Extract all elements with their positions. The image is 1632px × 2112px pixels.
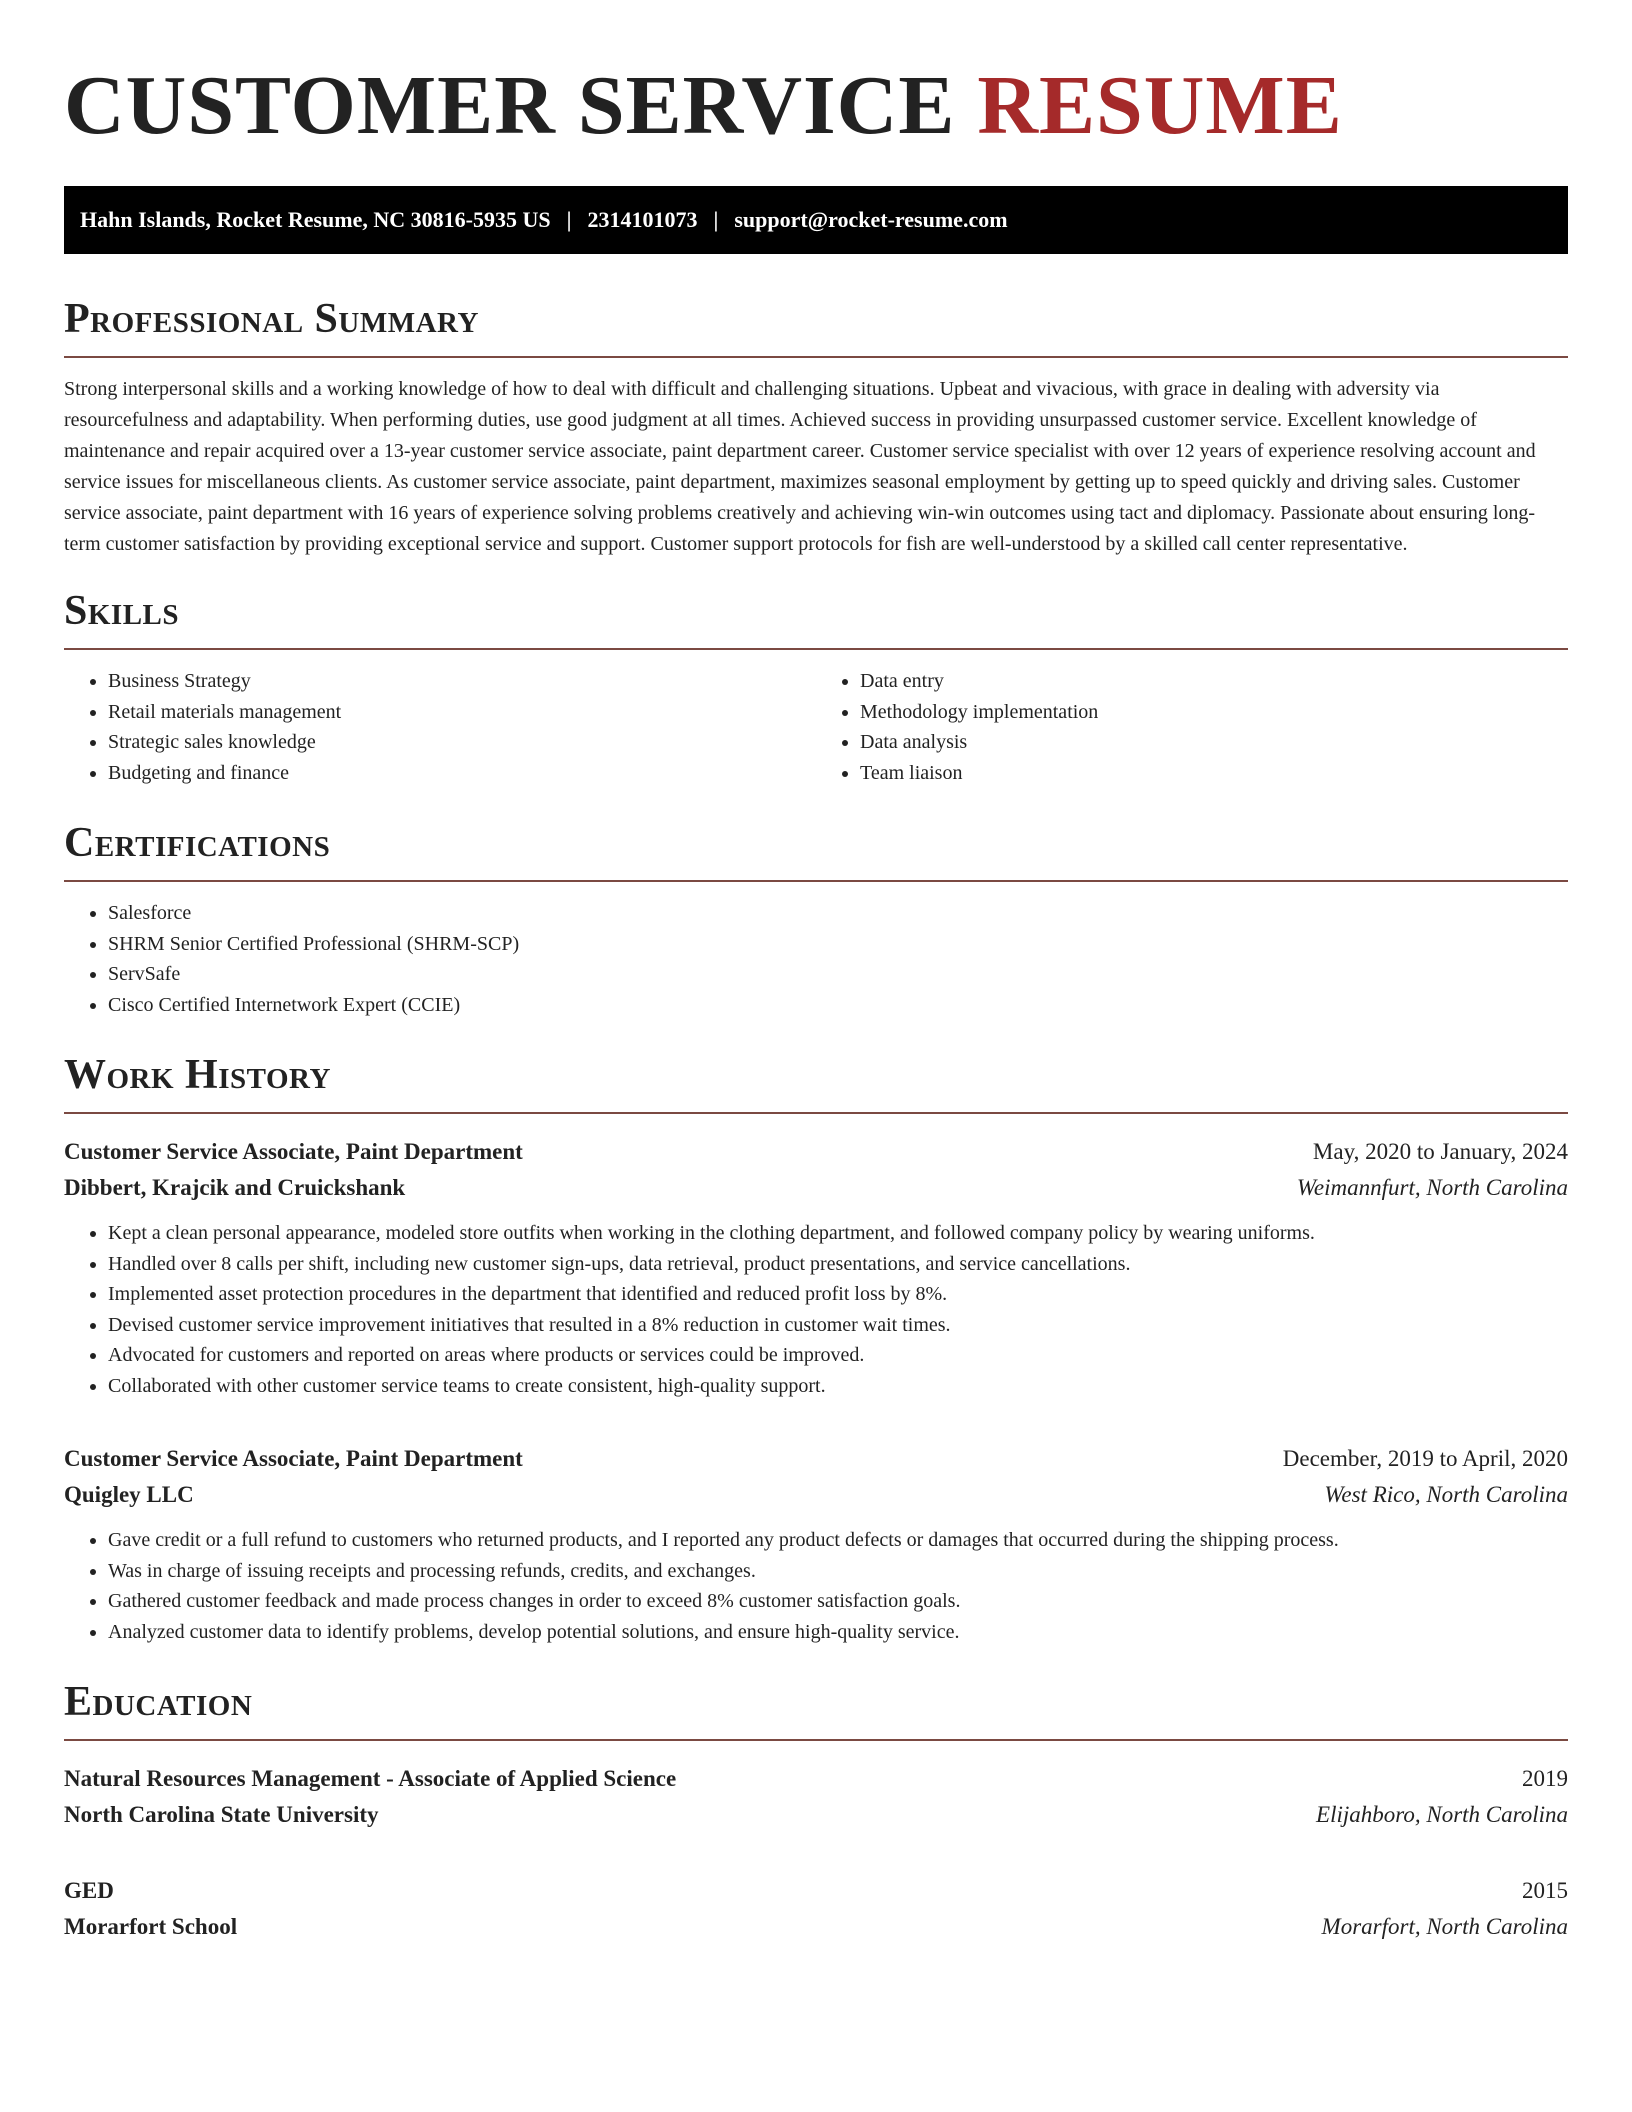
- education-degree: GED: [64, 1878, 114, 1903]
- job-location: West Rico, North Carolina: [1324, 1482, 1568, 1507]
- skills-list-left: [64, 666, 816, 788]
- resume-title: [64, 56, 1568, 152]
- education-degree-row: [64, 1873, 1568, 1909]
- education-degree: Natural Resources Management - Associate of Applied Science: [64, 1766, 677, 1791]
- certification-item: • ServSafe: [108, 959, 1568, 990]
- certifications-heading: Certifications: [64, 822, 1568, 882]
- skill-item: • Methodology implementation: [860, 697, 1568, 728]
- education-school-row: [64, 1797, 1568, 1833]
- job-duties: [64, 1218, 1568, 1401]
- skills-heading: Skills: [64, 590, 1568, 650]
- skills-grid: [64, 650, 1568, 788]
- work-history-section: [64, 1054, 1568, 1647]
- job-entry: [64, 1441, 1568, 1647]
- skill-item: • Team liaison: [860, 758, 1568, 789]
- title-main: CUSTOMER SERVICE: [64, 59, 956, 152]
- job-duties: [64, 1525, 1568, 1647]
- job-company: Dibbert, Krajcik and Cruickshank: [64, 1175, 406, 1200]
- certifications-section: [64, 822, 1568, 1020]
- education-school-row: [64, 1909, 1568, 1945]
- job-duty: • Gave credit or a full refund to customers who returned products, and I reported any product defects or damages that occurred during the shipping process.: [108, 1525, 1568, 1556]
- summary-heading: Professional Summary: [64, 298, 1568, 358]
- skills-list-right: [816, 666, 1568, 788]
- contact-separator: |: [566, 207, 572, 232]
- education-section: [64, 1681, 1568, 1945]
- contact-address: Hahn Islands, Rocket Resume, NC 30816-5935 US: [80, 207, 551, 232]
- skill-item: • Budgeting and finance: [108, 758, 816, 789]
- education-year: 2015: [1522, 1878, 1568, 1903]
- certification-item: • SHRM Senior Certified Professional (SHRM-SCP): [108, 929, 1568, 960]
- skill-item: • Strategic sales knowledge: [108, 727, 816, 758]
- skill-item: • Business Strategy: [108, 666, 816, 697]
- education-degree-row: [64, 1761, 1568, 1797]
- skill-item: • Retail materials management: [108, 697, 816, 728]
- education-location: Morarfort, North Carolina: [1321, 1914, 1568, 1939]
- job-duty: • Advocated for customers and reported on areas where products or services could be improved.: [108, 1340, 1568, 1371]
- certification-item: • Salesforce: [108, 898, 1568, 929]
- summary-section: [64, 298, 1568, 560]
- work-history-heading: Work History: [64, 1054, 1568, 1114]
- education-school: Morarfort School: [64, 1914, 238, 1939]
- job-company-row: [64, 1170, 1568, 1206]
- job-duty: • Collaborated with other customer service teams to create consistent, high-quality support.: [108, 1371, 1568, 1402]
- job-duty: • Gathered customer feedback and made process changes in order to exceed 8% customer satisfaction goals.: [108, 1586, 1568, 1617]
- certifications-list: [64, 898, 1568, 1020]
- education-year: 2019: [1522, 1766, 1568, 1791]
- contact-phone: 2314101073: [587, 207, 698, 232]
- contact-separator: |: [713, 207, 719, 232]
- job-dates: May, 2020 to January, 2024: [1312, 1139, 1568, 1164]
- skill-item: • Data entry: [860, 666, 1568, 697]
- job-duty: • Analyzed customer data to identify problems, develop potential solutions, and ensure high-quality service.: [108, 1617, 1568, 1648]
- job-duty: • Was in charge of issuing receipts and processing refunds, credits, and exchanges.: [108, 1556, 1568, 1587]
- job-duty: • Implemented asset protection procedures in the department that identified and reduced profit loss by 8%.: [108, 1279, 1568, 1310]
- summary-text: Strong interpersonal skills and a working knowledge of how to deal with difficult and challenging situations. Upbeat and vivacious, with grace in dealing with adversity via resourcefulness and adaptability. When performing duties, use good judgment at all times. Achieved success in providing unsurpassed customer service. Excellent knowledge of maintenance and repair acquired over a 13-year customer service associate, paint department career. Customer service specialist with over 12 years of experience resolving account and service issues for miscellaneous clients. As customer service associate, paint department, maximizes seasonal employment by getting up to speed quickly and driving sales. Customer service associate, paint department with 16 years of experience solving problems creatively and achieving win-win outcomes using tact and diplomacy. Passionate about ensuring long-term customer satisfaction by providing exceptional service and support. Customer support protocols for fish are well-understood by a skilled call center representative.: [64, 378, 1536, 555]
- contact-email: support@rocket-resume.com: [734, 207, 1008, 232]
- job-duty: • Devised customer service improvement initiatives that resulted in a 8% reduction in customer wait times.: [108, 1310, 1568, 1341]
- education-school: North Carolina State University: [64, 1802, 379, 1827]
- job-company-row: [64, 1477, 1568, 1513]
- job-title-row: [64, 1441, 1568, 1477]
- skill-item: • Data analysis: [860, 727, 1568, 758]
- contact-bar: [64, 186, 1568, 254]
- job-dates: December, 2019 to April, 2020: [1282, 1446, 1568, 1471]
- job-location: Weimannfurt, North Carolina: [1296, 1175, 1568, 1200]
- job-company: Quigley LLC: [64, 1482, 194, 1507]
- certification-item: • Cisco Certified Internetwork Expert (CCIE): [108, 990, 1568, 1021]
- education-location: Elijahboro, North Carolina: [1316, 1802, 1568, 1827]
- title-accent: RESUME: [977, 59, 1343, 152]
- education-heading: Education: [64, 1681, 1568, 1741]
- job-title: Customer Service Associate, Paint Department: [64, 1446, 523, 1471]
- skills-section: [64, 590, 1568, 788]
- job-title-row: [64, 1134, 1568, 1170]
- education-entry: [64, 1873, 1568, 1945]
- job-title: Customer Service Associate, Paint Department: [64, 1139, 523, 1164]
- job-duty: • Kept a clean personal appearance, modeled store outfits when working in the clothing department, and followed company policy by wearing uniforms.: [108, 1218, 1568, 1249]
- job-entry: [64, 1134, 1568, 1401]
- job-duty: • Handled over 8 calls per shift, including new customer sign-ups, data retrieval, product presentations, and service cancellations.: [108, 1249, 1568, 1280]
- education-entry: [64, 1761, 1568, 1833]
